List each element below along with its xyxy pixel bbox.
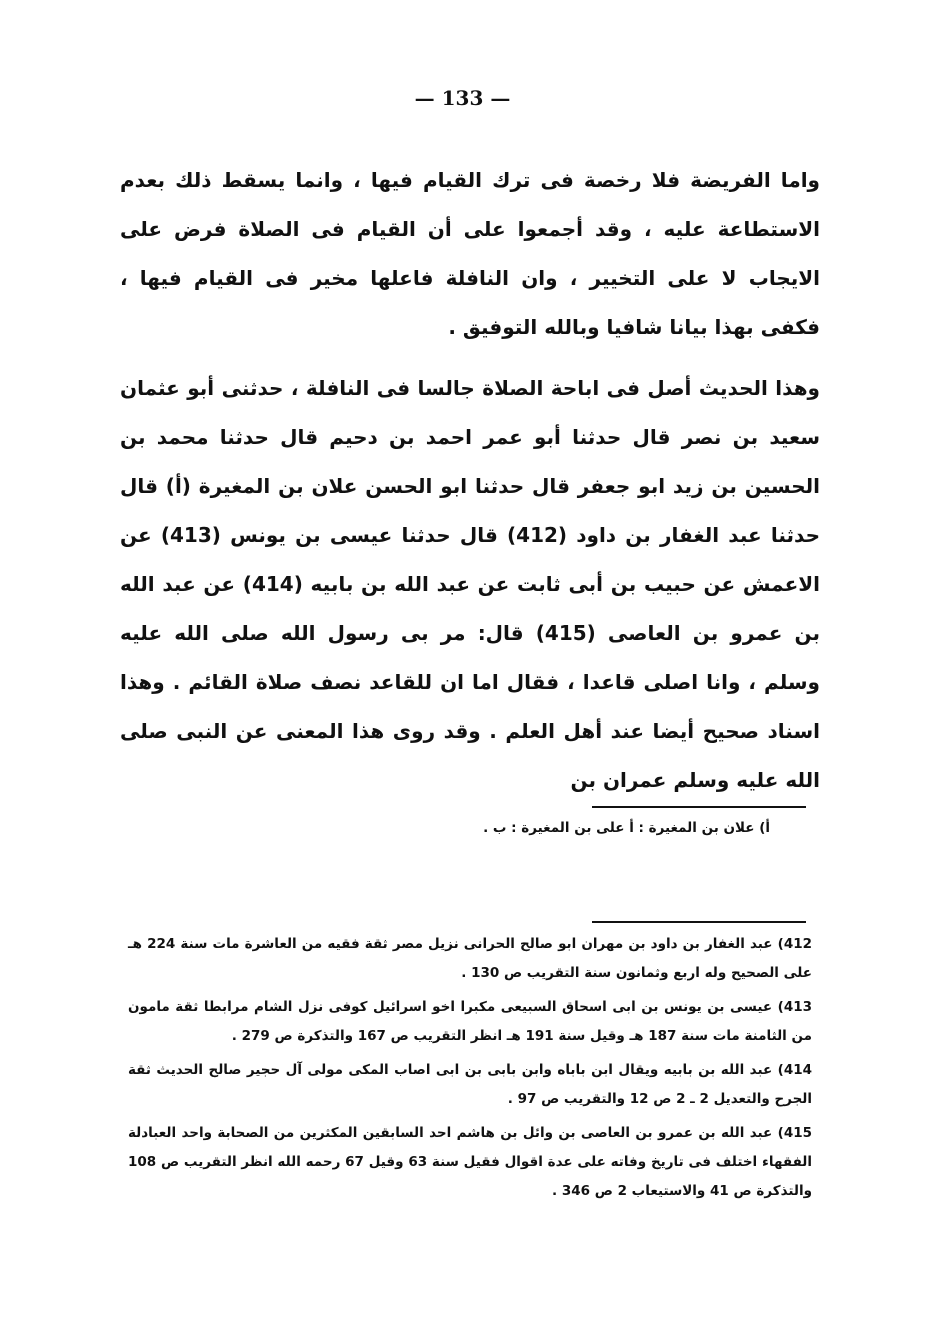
hadith-commentary: وهذا اسناد صحيح أيضا عند أهل العلم . وقد روى هذا المعنى عن النبى صلى الله عليه وسلم عمران بن xyxy=(120,670,820,792)
note-415: 415) عبد الله بن عمرو بن العاصى بن وائل بن هاشم احد السابقين المكثرين من الصحابة واحد العبادلة الفقهاء اختلف فى تاريخ وفاته على عدة اقوال فقيل سنة 63 وقيل 67 رحمه الله انظر التقريب ص 108 والتذكرة ص 41 والاستيعاب 2 ص 346 . xyxy=(128,1125,812,1199)
footnote-variant-reading: أ) علان بن المغيرة : أ على بن المغيرة : ب . xyxy=(483,820,770,836)
note-413: 413) عيسى بن يونس بن ابى اسحاق السبيعى مكبرا اخو اسرائيل كوفى نزل الشام مرابطا ثقة مامون من الثامنة مات سنة 187 هـ وقيل سنة 191 هـ انظر التقريب ص 167 والتذكرة ص 279 . xyxy=(128,999,812,1044)
hadith-quote: مر بى رسول الله صلى الله عليه وسلم ، وانا اصلى قاعدا ، فقال اما ان للقاعد نصف صلاة القائم . xyxy=(120,621,820,694)
main-paragraph-2 xyxy=(120,364,820,805)
note-414: 414) عبد الله بن بابيه ويقال ابن باباه وابن بابى بن ابى اصاب المكى مولى آل حجير صالح الحديث ثقة الجرح والتعديل 2 ـ 2 ص 12 والتقريب ص 97 . xyxy=(128,1062,812,1107)
note-412: 412) عبد الغفار بن داود بن مهران ابو صالح الحرانى نزيل مصر ثقة فقيه من العاشرة مات سنة 224 هـ على الصحيح وله اربع وثمانون سنة التقريب ص 130 . xyxy=(128,936,812,981)
main-paragraph-1: واما الفريضة فلا رخصة فى ترك القيام فيها ، وانما يسقط ذلك بعدم الاستطاعة عليه ، وقد أجمعوا على أن القيام فى الصلاة فرض على الايجاب لا على التخيير ، وان النافلة فاعلها مخير فى القيام فيها ، فكفى بهذا بيانا شافيا وبالله التوفيق . xyxy=(120,168,820,339)
footnote-divider-2 xyxy=(592,921,806,923)
footnote-divider-1 xyxy=(592,806,806,808)
page-number: — 133 — xyxy=(414,86,511,110)
biographical-notes xyxy=(128,930,812,1211)
hadith-chain-text: وهذا الحديث أصل فى اباحة الصلاة جالسا فى النافلة ، حدثنى أبو عثمان سعيد بن نصر قال حدثنا أبو عمر احمد بن دحيم قال حدثنا محمد بن الحسين بن زيد ابو جعفر قال حدثنا ابو الحسن علان بن المغيرة (أ) قال حدثنا عبد الغفار بن داود (412) قال حدثنا عيسى بن يونس (413) عن الاعمش عن حبيب بن أبى ثابت عن عبد الله بن بابيه (414) عن عبد الله بن عمرو بن العاصى (415) قال: xyxy=(120,376,821,645)
